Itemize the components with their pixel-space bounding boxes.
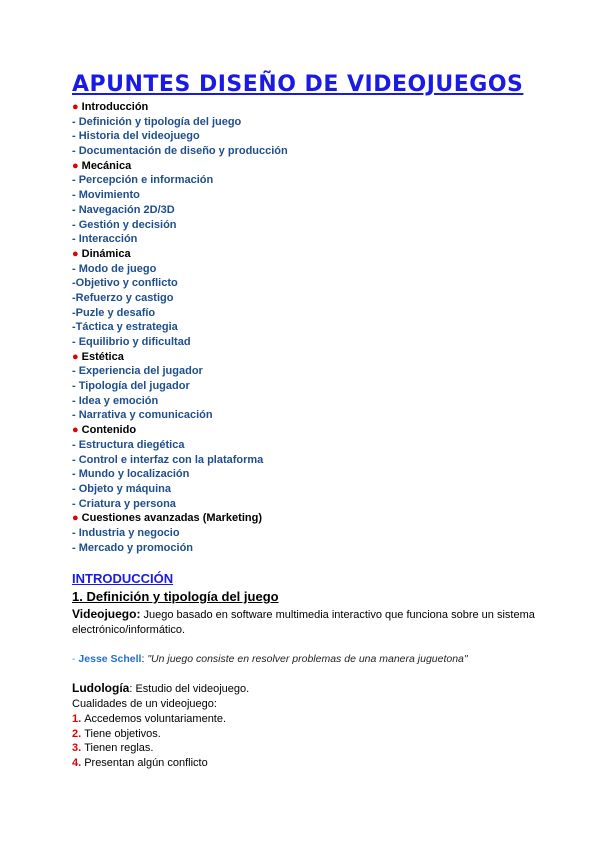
- bullet-icon: ●: [72, 512, 79, 525]
- toc-label: - Navegación 2D/3D: [72, 203, 175, 216]
- bullet-icon: ●: [72, 424, 79, 437]
- toc-item: [72, 541, 288, 556]
- toc-label: -Refuerzo y castigo: [72, 291, 174, 304]
- toc-item: [72, 408, 288, 423]
- toc-item: [72, 394, 288, 409]
- toc-label: Contenido: [81, 424, 137, 437]
- toc-item: [72, 188, 288, 203]
- cualidades-label: Cualidades de un videojuego:: [72, 698, 217, 710]
- videojuego-definition: [72, 607, 542, 638]
- cualidad-number: 4.: [72, 757, 82, 770]
- cualidad-item: [72, 756, 542, 771]
- toc-item: [72, 438, 288, 453]
- quote-author: Jesse Schell: [78, 653, 142, 665]
- toc-item: [72, 335, 288, 350]
- toc-section: [72, 423, 288, 438]
- toc-label: - Criatura y persona: [72, 497, 176, 510]
- toc-label: - Modo de juego: [72, 262, 157, 275]
- cualidad-item: [72, 741, 542, 756]
- toc-label: - Movimiento: [72, 189, 140, 202]
- toc-item: [72, 115, 288, 130]
- toc-item: [72, 144, 288, 159]
- videojuego-text: Juego basado en software multimedia interactivo que funciona sobre un sistema electrónico/informático.: [72, 609, 535, 636]
- toc-item: [72, 276, 288, 291]
- toc-item: [72, 497, 288, 512]
- section-heading: INTRODUCCIÓN: [72, 571, 174, 586]
- document-title: APUNTES DISEÑO DE VIDEOJUEGOS: [72, 72, 524, 97]
- cualidad-text: Tienen reglas.: [84, 742, 154, 755]
- toc-label: - Estructura diegética: [72, 438, 185, 451]
- toc-label: - Idea y emoción: [72, 394, 159, 407]
- toc-label: -Objetivo y conflicto: [72, 277, 178, 290]
- toc-label: Introducción: [81, 101, 149, 113]
- toc-section: [72, 350, 288, 365]
- cualidad-number: 1.: [72, 713, 82, 725]
- toc-label: - Industria y negocio: [72, 526, 180, 539]
- toc-label: - Objeto y máquina: [72, 482, 172, 495]
- toc-item: [72, 218, 288, 233]
- quote-dash: -: [72, 653, 79, 665]
- toc-label: - Percepción e información: [72, 174, 214, 187]
- toc-label: - Equilibrio y dificultad: [72, 336, 191, 348]
- toc-item: [72, 526, 288, 541]
- toc-label: Estética: [81, 350, 124, 363]
- ludologia-definition: [72, 681, 542, 697]
- toc-section: [72, 511, 288, 526]
- toc-section: [72, 247, 288, 262]
- toc-item: [72, 306, 288, 321]
- toc-item: [72, 129, 288, 144]
- toc-label: - Mercado y promoción: [72, 541, 194, 554]
- bullet-icon: ●: [72, 247, 79, 260]
- toc-label: - Gestión y decisión: [72, 218, 177, 231]
- videojuego-term: Videojuego:: [72, 607, 141, 621]
- quote-separator: :: [141, 653, 148, 665]
- ludologia-term: Ludología: [72, 681, 130, 695]
- introduction-section: [72, 571, 542, 771]
- cualidad-number: 2.: [72, 727, 82, 740]
- cualidad-text: Tiene objetivos.: [84, 727, 161, 740]
- toc-item: [72, 262, 288, 277]
- toc-label: - Mundo y localización: [72, 468, 190, 481]
- cualidad-item: [72, 712, 542, 727]
- toc-item: [72, 173, 288, 188]
- toc-label: - Definición y tipología del juego: [72, 115, 242, 128]
- toc-label: - Tipología del jugador: [72, 380, 190, 393]
- toc-label: -Puzle y desafío: [72, 306, 156, 319]
- toc-item: [72, 320, 288, 335]
- toc-label: Cuestiones avanzadas (Marketing): [81, 512, 262, 525]
- toc-label: - Narrativa y comunicación: [72, 409, 213, 422]
- cualidad-item: [72, 727, 542, 742]
- bullet-icon: ●: [72, 159, 79, 172]
- toc-label: - Interacción: [72, 233, 138, 246]
- toc-label: Dinámica: [81, 247, 131, 260]
- toc-label: - Historia del videojuego: [72, 130, 200, 143]
- toc-item: [72, 232, 288, 247]
- cualidad-text: Presentan algún conflicto: [84, 757, 208, 770]
- toc-item: [72, 482, 288, 497]
- subsection-heading: 1. Definición y tipología del juego: [72, 589, 279, 604]
- toc-label: - Experiencia del jugador: [72, 365, 203, 378]
- toc-item: [72, 453, 288, 468]
- cualidad-number: 3.: [72, 742, 82, 755]
- ludologia-text: : Estudio del videojuego.: [129, 683, 250, 695]
- bullet-icon: ●: [72, 350, 79, 363]
- schell-quote: [72, 652, 542, 667]
- table-of-contents: [72, 100, 288, 555]
- cualidad-text: Accedemos voluntariamente.: [84, 713, 227, 725]
- toc-label: - Control e interfaz con la plataforma: [72, 453, 264, 466]
- toc-item: [72, 379, 288, 394]
- quote-text: "Un juego consiste en resolver problemas de una manera juguetona": [147, 653, 468, 665]
- bullet-icon: ●: [72, 101, 79, 113]
- toc-label: Mecánica: [81, 159, 132, 172]
- toc-section: [72, 159, 288, 174]
- toc-label: - Documentación de diseño y producción: [72, 145, 288, 158]
- cualidades-list: [72, 712, 542, 771]
- toc-label: -Táctica y estrategia: [72, 321, 178, 334]
- toc-item: [72, 291, 288, 306]
- toc-item: [72, 467, 288, 482]
- toc-section: [72, 100, 288, 115]
- toc-item: [72, 203, 288, 218]
- toc-item: [72, 364, 288, 379]
